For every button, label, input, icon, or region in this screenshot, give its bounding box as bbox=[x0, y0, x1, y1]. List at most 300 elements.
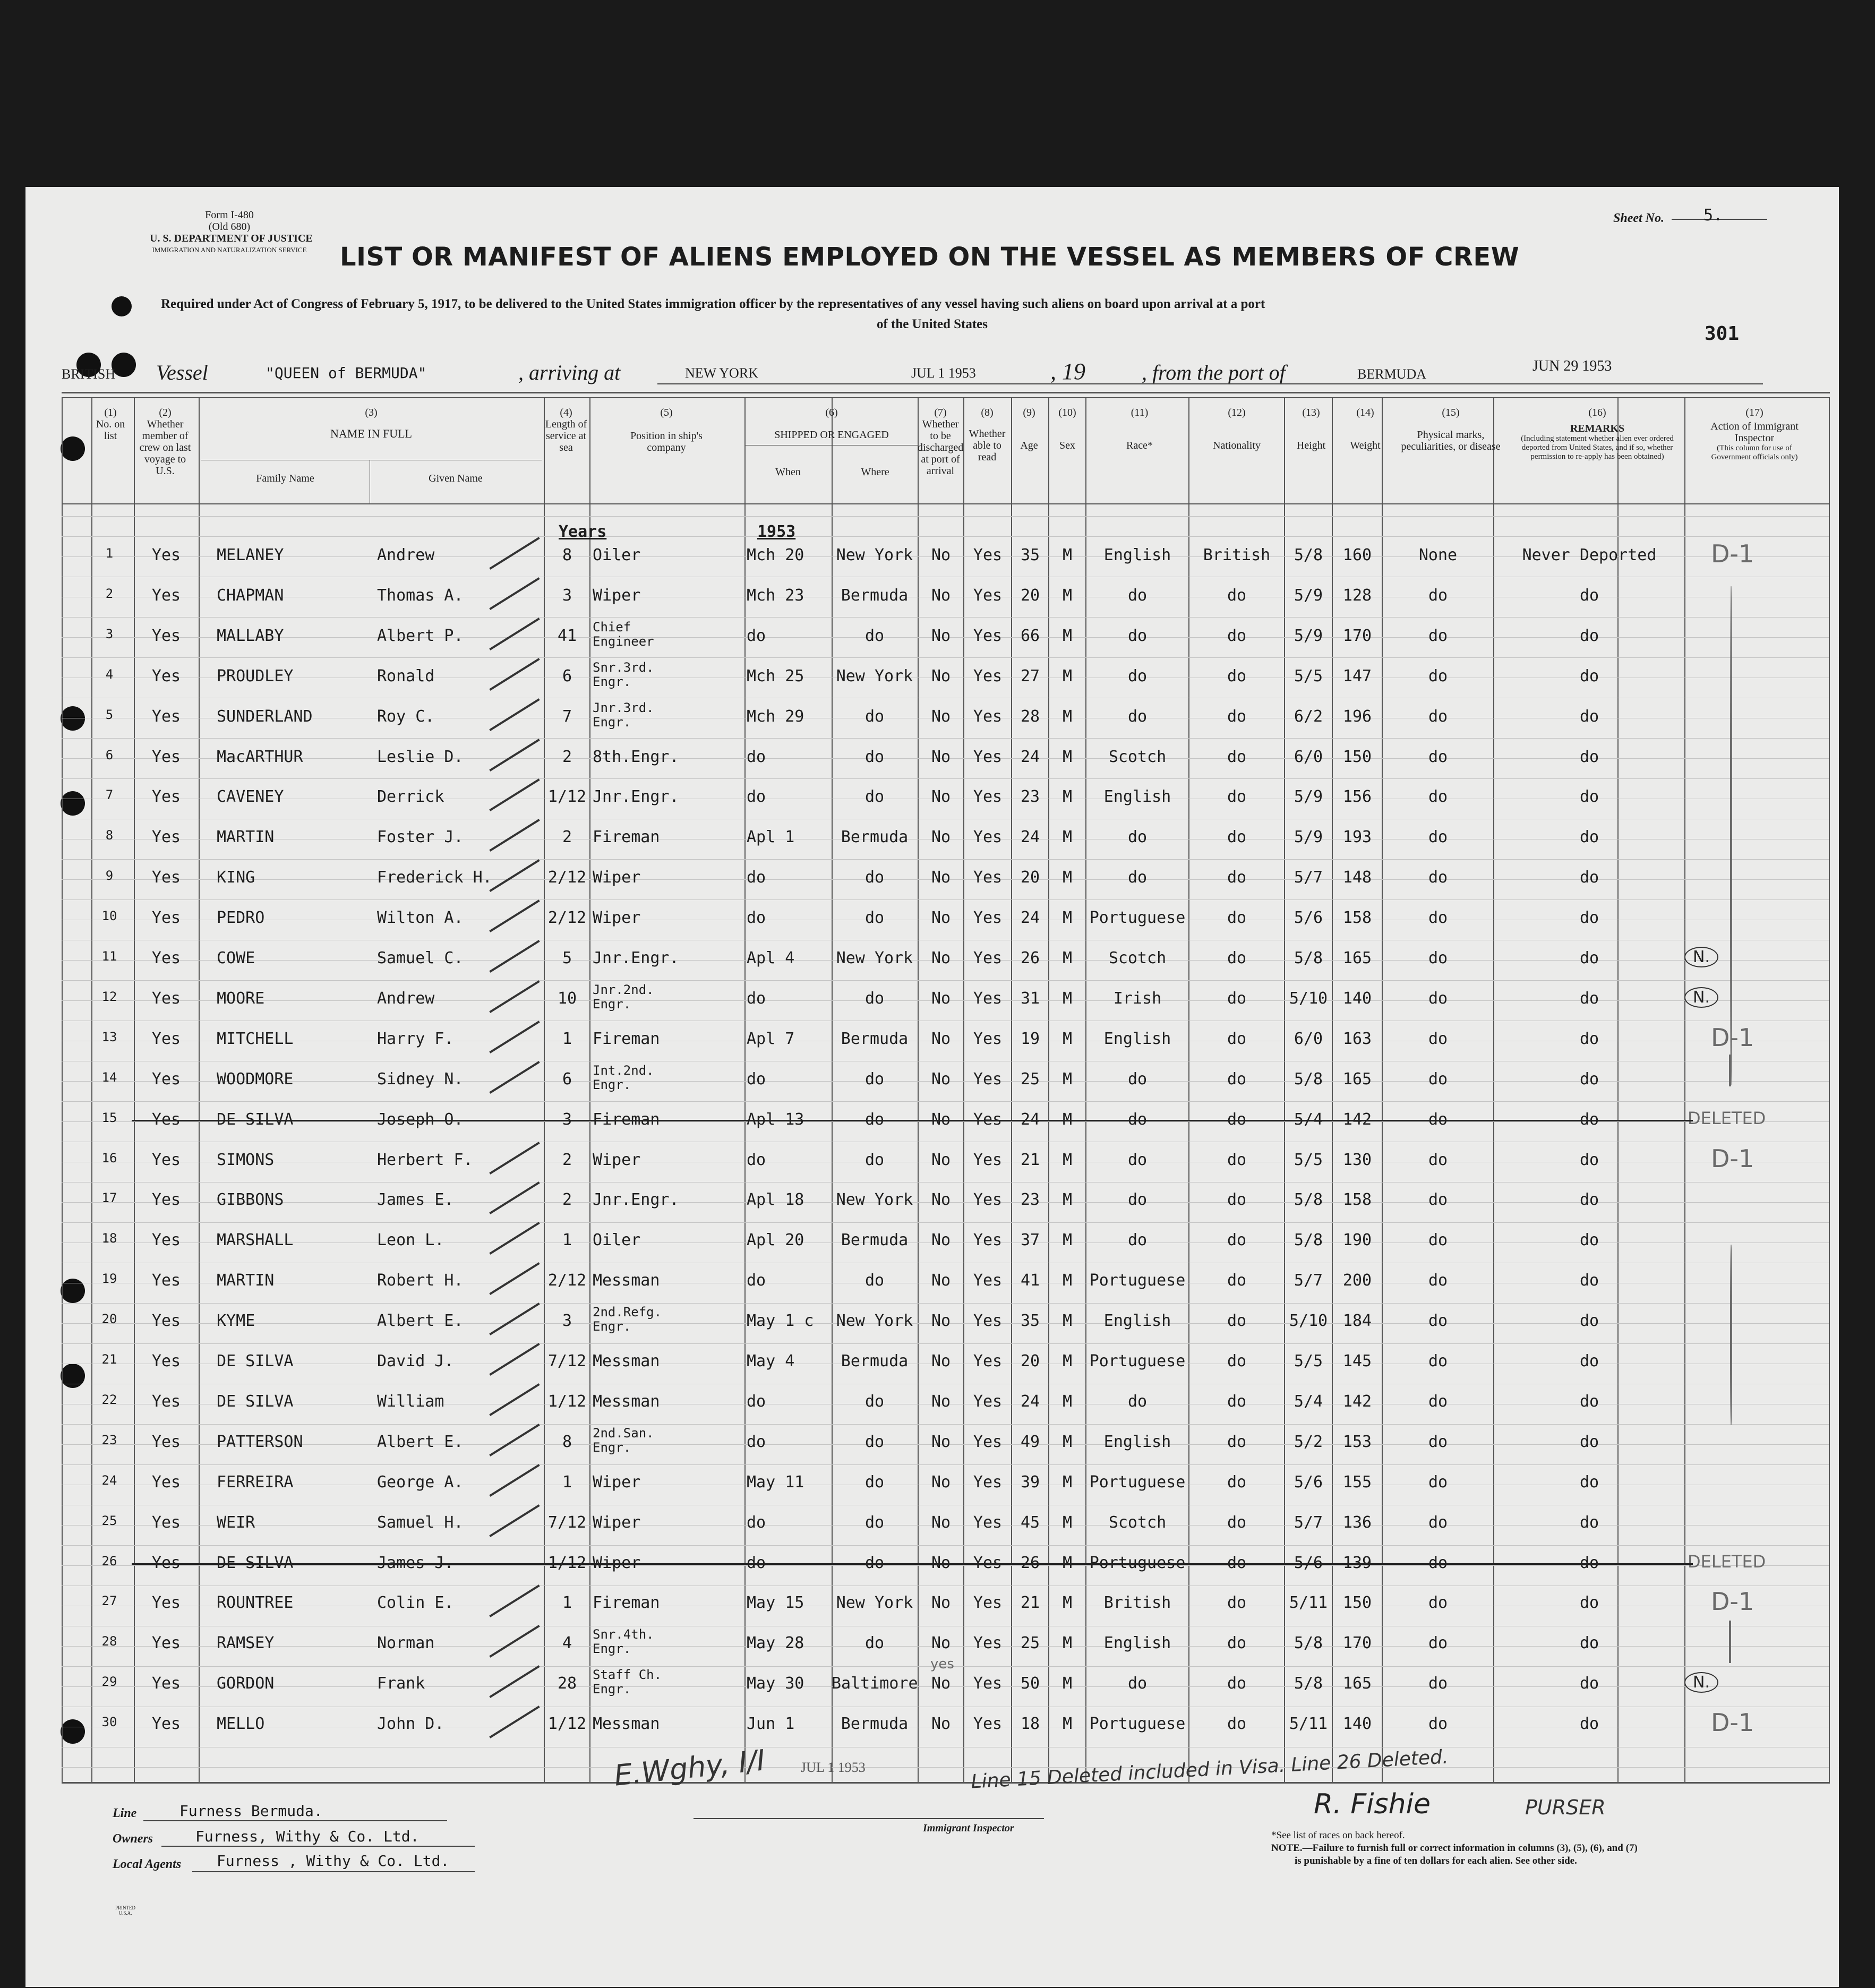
crew-remarks-cell: do bbox=[1579, 1513, 1599, 1532]
crew-service-cell: 7/12 bbox=[547, 1352, 587, 1370]
crew-when-cell: Apl 1 bbox=[747, 828, 795, 847]
crew-marks-cell: do bbox=[1428, 1472, 1448, 1492]
crew-race-cell: do bbox=[1127, 1150, 1148, 1169]
col5-label: Position in ship's company bbox=[630, 430, 703, 453]
crew-height-cell: 6/0 bbox=[1294, 747, 1323, 766]
ruled-line bbox=[62, 617, 1829, 618]
col1-num: (1) bbox=[104, 407, 117, 418]
crew-when-cell: Mch 25 bbox=[747, 666, 804, 685]
crew-read-cell: Yes bbox=[973, 1593, 1003, 1613]
crew-sex-cell: M bbox=[1062, 1513, 1073, 1532]
crew-marks-cell: do bbox=[1428, 1352, 1448, 1370]
crew-last-cell: Yes bbox=[151, 1634, 181, 1653]
crew-position-cell: Messman bbox=[593, 1352, 660, 1370]
crew-age-cell: 23 bbox=[1020, 787, 1040, 807]
table-bottom-rule bbox=[62, 1782, 1830, 1784]
crew-given-cell: Albert P. bbox=[377, 626, 464, 645]
crew-remarks-cell: do bbox=[1579, 909, 1599, 928]
crew-when-cell: May 15 bbox=[747, 1593, 804, 1613]
crew-family-cell: PROUDLEY bbox=[217, 666, 294, 685]
years-label: Years bbox=[559, 522, 607, 541]
crew-no-cell: 2 bbox=[105, 586, 114, 601]
crew-service-cell: 2/12 bbox=[547, 1271, 587, 1290]
col14-label: Weight bbox=[1350, 440, 1381, 451]
inspector-label: Immigrant Inspector bbox=[923, 1822, 1014, 1834]
crew-no-cell: 13 bbox=[101, 1029, 117, 1044]
crew-remarks-cell: do bbox=[1579, 868, 1599, 887]
crew-height-cell: 5/11 bbox=[1289, 1593, 1328, 1613]
crew-where-cell: New York bbox=[836, 1312, 913, 1331]
crew-height-cell: 5/7 bbox=[1294, 1513, 1323, 1532]
crew-where-cell: do bbox=[864, 707, 885, 726]
crew-height-cell: 5/8 bbox=[1294, 1674, 1323, 1693]
crew-service-cell: 1/12 bbox=[547, 787, 587, 807]
column-rule bbox=[1617, 397, 1619, 1782]
crew-family-cell: MOORE bbox=[217, 989, 265, 1008]
crew-family-cell: MARTIN bbox=[217, 828, 275, 847]
crew-family-cell: MELLO bbox=[217, 1715, 265, 1734]
col3-label: NAME IN FULL bbox=[330, 427, 412, 440]
crew-race-cell: do bbox=[1127, 666, 1148, 685]
crew-last-cell: Yes bbox=[151, 546, 181, 564]
crew-race-cell: do bbox=[1127, 1231, 1148, 1250]
crew-service-cell: 2 bbox=[562, 1190, 572, 1210]
crew-when-cell: Apl 13 bbox=[747, 1110, 804, 1129]
crew-when-cell: do bbox=[747, 868, 766, 887]
crew-weight-cell: 163 bbox=[1342, 1029, 1372, 1048]
crew-discharged-cell: No bbox=[931, 1674, 951, 1693]
crew-last-cell: Yes bbox=[151, 1352, 181, 1370]
column-rule bbox=[62, 397, 63, 1782]
inspector-action-mark: D-1 bbox=[1711, 539, 1754, 568]
ruled-line bbox=[62, 980, 1829, 981]
crew-discharged-cell: No bbox=[931, 1271, 951, 1290]
crew-no-cell: 6 bbox=[105, 747, 114, 762]
col3-family-header: Family Name bbox=[256, 473, 314, 484]
owners-underline bbox=[161, 1846, 475, 1847]
crew-sex-cell: M bbox=[1062, 1110, 1073, 1129]
crew-height-cell: 5/8 bbox=[1294, 1069, 1323, 1089]
crew-marks-cell: None bbox=[1418, 546, 1458, 564]
inspector-action-mark: D-1 bbox=[1711, 1708, 1754, 1737]
crew-last-cell: Yes bbox=[151, 666, 181, 685]
crew-read-cell: Yes bbox=[973, 1392, 1003, 1411]
crew-when-cell: do bbox=[747, 1553, 766, 1572]
crew-remarks-cell: do bbox=[1579, 1593, 1599, 1613]
crew-height-cell: 5/10 bbox=[1289, 1312, 1328, 1331]
crew-where-cell: Bermuda bbox=[841, 828, 909, 847]
crew-sex-cell: M bbox=[1062, 1674, 1073, 1693]
vessel-name: "QUEEN of BERMUDA" bbox=[266, 364, 427, 382]
crew-remarks-cell: do bbox=[1579, 626, 1599, 645]
crew-read-cell: Yes bbox=[973, 1190, 1003, 1210]
crew-service-cell: 2 bbox=[562, 747, 572, 766]
crew-given-cell: Thomas A. bbox=[377, 586, 464, 605]
crew-last-cell: Yes bbox=[151, 1312, 181, 1331]
crew-discharged-cell: No bbox=[931, 909, 951, 928]
crew-sex-cell: M bbox=[1062, 1553, 1073, 1572]
crew-position-cell: Wiper bbox=[593, 909, 641, 928]
ruled-line bbox=[62, 1343, 1829, 1344]
crew-given-cell: Albert E. bbox=[377, 1432, 464, 1451]
pencil-bracket bbox=[1730, 1245, 1732, 1425]
crew-nationality-cell: do bbox=[1227, 1069, 1247, 1089]
crew-marks-cell: do bbox=[1428, 1190, 1448, 1210]
crew-family-cell: RAMSEY bbox=[217, 1634, 275, 1653]
crew-sex-cell: M bbox=[1062, 546, 1073, 564]
crew-age-cell: 45 bbox=[1020, 1513, 1040, 1532]
crew-discharged-cell: No bbox=[931, 1069, 951, 1089]
crew-service-cell: 2/12 bbox=[547, 909, 587, 928]
crew-when-cell: do bbox=[747, 787, 766, 807]
col2-num: (2) bbox=[159, 407, 172, 418]
column-rule bbox=[744, 397, 746, 1782]
crew-remarks-cell: do bbox=[1579, 586, 1599, 605]
crew-family-cell: SUNDERLAND bbox=[217, 707, 313, 726]
crew-remarks-cell: do bbox=[1579, 1352, 1599, 1370]
crew-no-cell: 18 bbox=[101, 1231, 117, 1246]
crew-last-cell: Yes bbox=[151, 1029, 181, 1048]
crew-sex-cell: M bbox=[1062, 626, 1073, 645]
crew-marks-cell: do bbox=[1428, 626, 1448, 645]
inspector-action-mark: D-1 bbox=[1711, 1144, 1754, 1173]
col9-num: (9) bbox=[1023, 407, 1035, 418]
col6-label: SHIPPED OR ENGAGED bbox=[774, 429, 889, 441]
crew-read-cell: Yes bbox=[973, 1312, 1003, 1331]
crew-position-cell: Messman bbox=[593, 1271, 660, 1290]
crew-marks-cell: do bbox=[1428, 1392, 1448, 1411]
crew-family-cell: WEIR bbox=[217, 1513, 255, 1532]
inspector-action-mark: N. bbox=[1684, 1672, 1718, 1693]
crew-sex-cell: M bbox=[1062, 1392, 1073, 1411]
crew-marks-cell: do bbox=[1428, 1029, 1448, 1048]
col13-header bbox=[1285, 407, 1337, 451]
subtitle-line-2: of the United States bbox=[876, 317, 988, 331]
crew-last-cell: Yes bbox=[151, 909, 181, 928]
crew-position-cell: Wiper bbox=[593, 1472, 641, 1492]
crew-given-cell: Sidney N. bbox=[377, 1069, 464, 1089]
crew-remarks-cell: do bbox=[1579, 1472, 1599, 1492]
crew-remarks-cell: do bbox=[1579, 1231, 1599, 1250]
crew-sex-cell: M bbox=[1062, 1029, 1073, 1048]
crew-height-cell: 5/9 bbox=[1294, 828, 1323, 847]
col5-num: (5) bbox=[660, 407, 673, 418]
crew-discharged-cell: No bbox=[931, 546, 951, 564]
crew-position-cell: Messman bbox=[593, 1715, 660, 1734]
crew-where-cell: Bermuda bbox=[841, 1352, 909, 1370]
ruled-line bbox=[62, 657, 1829, 658]
crew-nationality-cell: do bbox=[1227, 626, 1247, 645]
crew-nationality-cell: do bbox=[1227, 1352, 1247, 1370]
crew-last-cell: Yes bbox=[151, 707, 181, 726]
column-rule bbox=[1284, 397, 1285, 1782]
crew-given-cell: Frank bbox=[377, 1674, 425, 1693]
crew-marks-cell: do bbox=[1428, 666, 1448, 685]
crew-given-cell: Ronald bbox=[377, 666, 435, 685]
from-port-label: , from the port of bbox=[1142, 361, 1286, 384]
crew-family-cell: CHAPMAN bbox=[217, 586, 284, 605]
crew-weight-cell: 136 bbox=[1342, 1513, 1372, 1532]
crew-discharged-cell: No bbox=[931, 828, 951, 847]
crew-read-cell: Yes bbox=[973, 586, 1003, 605]
crew-given-cell: Frederick H. bbox=[377, 868, 492, 887]
crew-where-cell: New York bbox=[836, 546, 913, 564]
col8-num: (8) bbox=[981, 407, 994, 418]
crew-service-cell: 2 bbox=[562, 1150, 572, 1169]
crew-when-cell: May 4 bbox=[747, 1352, 795, 1370]
crew-sex-cell: M bbox=[1062, 787, 1073, 807]
purser-signature: R. Fishie bbox=[1314, 1788, 1431, 1820]
pencil-bracket bbox=[1730, 586, 1732, 1085]
crew-where-cell: New York bbox=[836, 1190, 913, 1210]
crew-remarks-cell: do bbox=[1579, 787, 1599, 807]
crew-where-cell: Bermuda bbox=[841, 1231, 909, 1250]
crew-sex-cell: M bbox=[1062, 1352, 1073, 1370]
crew-weight-cell: 140 bbox=[1342, 1715, 1372, 1734]
crew-read-cell: Yes bbox=[973, 868, 1003, 887]
crew-sex-cell: M bbox=[1062, 868, 1073, 887]
crew-age-cell: 21 bbox=[1020, 1150, 1040, 1169]
form-id-block bbox=[150, 209, 313, 256]
crew-height-cell: 5/5 bbox=[1294, 666, 1323, 685]
crew-nationality-cell: British bbox=[1203, 546, 1271, 564]
crew-sex-cell: M bbox=[1062, 1472, 1073, 1492]
crew-last-cell: Yes bbox=[151, 1472, 181, 1492]
crew-family-cell: PEDRO bbox=[217, 909, 265, 928]
crew-read-cell: Yes bbox=[973, 626, 1003, 645]
crew-sex-cell: M bbox=[1062, 1432, 1073, 1451]
crew-when-cell: do bbox=[747, 909, 766, 928]
crew-sex-cell: M bbox=[1062, 989, 1073, 1008]
crew-where-cell: do bbox=[864, 1432, 885, 1451]
crew-discharged-cell: No bbox=[931, 1190, 951, 1210]
crew-given-cell: Norman bbox=[377, 1634, 435, 1653]
crew-remarks-cell: do bbox=[1579, 828, 1599, 847]
crew-position-cell: 2nd.Refg. Engr. bbox=[593, 1305, 662, 1334]
crew-remarks-cell: do bbox=[1579, 1432, 1599, 1451]
crew-read-cell: Yes bbox=[973, 1715, 1003, 1734]
crew-sex-cell: M bbox=[1062, 1150, 1073, 1169]
discharge-correction-note: yes bbox=[930, 1656, 954, 1673]
col13-label: Height bbox=[1296, 440, 1326, 451]
crew-last-cell: Yes bbox=[151, 1593, 181, 1613]
crew-when-cell: Jun 1 bbox=[747, 1715, 795, 1734]
crew-position-cell: Wiper bbox=[593, 868, 641, 887]
header-bottom-rule bbox=[62, 503, 1830, 504]
punch-hole bbox=[61, 1364, 85, 1388]
crew-no-cell: 25 bbox=[101, 1513, 117, 1528]
crew-nationality-cell: do bbox=[1227, 1150, 1247, 1169]
crew-read-cell: Yes bbox=[973, 666, 1003, 685]
crew-where-cell: New York bbox=[836, 666, 913, 685]
crew-height-cell: 5/5 bbox=[1294, 1352, 1323, 1370]
footnote-penalty: is punishable by a fine of ten dollars for each alien. See other side. bbox=[1295, 1855, 1577, 1866]
crew-height-cell: 5/8 bbox=[1294, 949, 1323, 967]
crew-last-cell: Yes bbox=[151, 1190, 181, 1210]
crew-no-cell: 10 bbox=[101, 909, 117, 924]
crew-service-cell: 2 bbox=[562, 828, 572, 847]
crew-age-cell: 20 bbox=[1020, 868, 1040, 887]
crew-race-cell: do bbox=[1127, 1190, 1148, 1210]
crew-where-cell: Bermuda bbox=[841, 1715, 909, 1734]
crew-age-cell: 18 bbox=[1020, 1715, 1040, 1734]
crew-no-cell: 11 bbox=[101, 949, 117, 964]
crew-remarks-cell: Never Deported bbox=[1522, 546, 1657, 564]
col9-header bbox=[1012, 407, 1046, 451]
crew-nationality-cell: do bbox=[1227, 1553, 1247, 1572]
crew-no-cell: 12 bbox=[101, 989, 117, 1004]
crew-age-cell: 24 bbox=[1020, 1392, 1040, 1411]
col1-label: No. on list bbox=[96, 418, 125, 442]
crew-age-cell: 66 bbox=[1020, 626, 1040, 645]
crew-race-cell: English bbox=[1103, 546, 1171, 564]
crew-given-cell: David J. bbox=[377, 1352, 454, 1370]
column-rule bbox=[134, 397, 135, 1782]
crew-last-cell: Yes bbox=[151, 1553, 181, 1572]
crew-race-cell: do bbox=[1127, 868, 1148, 887]
crew-weight-cell: 196 bbox=[1342, 707, 1372, 726]
crew-service-cell: 6 bbox=[562, 1069, 572, 1089]
table-top-rule-2 bbox=[62, 397, 1830, 398]
ruled-line bbox=[62, 1424, 1829, 1425]
crew-nationality-cell: do bbox=[1227, 1271, 1247, 1290]
crew-where-cell: do bbox=[864, 747, 885, 766]
crew-read-cell: Yes bbox=[973, 546, 1003, 564]
crew-given-cell: Samuel C. bbox=[377, 949, 464, 967]
crew-given-cell: Joseph O. bbox=[377, 1110, 464, 1129]
crew-last-cell: Yes bbox=[151, 747, 181, 766]
crew-nationality-cell: do bbox=[1227, 1513, 1247, 1532]
crew-race-cell: do bbox=[1127, 828, 1148, 847]
crew-weight-cell: 148 bbox=[1342, 868, 1372, 887]
crew-no-cell: 1 bbox=[105, 546, 114, 561]
crew-age-cell: 25 bbox=[1020, 1069, 1040, 1089]
ruled-line bbox=[62, 778, 1829, 779]
voyage-underline bbox=[657, 383, 1763, 384]
crew-remarks-cell: do bbox=[1579, 1029, 1599, 1048]
crew-race-cell: British bbox=[1103, 1593, 1171, 1613]
crew-read-cell: Yes bbox=[973, 1029, 1003, 1048]
crew-age-cell: 25 bbox=[1020, 1634, 1040, 1653]
pencil-bracket bbox=[1729, 1055, 1731, 1086]
crew-where-cell: do bbox=[864, 1069, 885, 1089]
crew-discharged-cell: No bbox=[931, 1352, 951, 1370]
crew-race-cell: English bbox=[1103, 1432, 1171, 1451]
crew-service-cell: 1/12 bbox=[547, 1553, 587, 1572]
crew-read-cell: Yes bbox=[973, 1150, 1003, 1169]
punch-hole bbox=[61, 791, 85, 816]
crew-nationality-cell: do bbox=[1227, 747, 1247, 766]
crew-marks-cell: do bbox=[1428, 1634, 1448, 1653]
crew-height-cell: 5/4 bbox=[1294, 1392, 1323, 1411]
crew-no-cell: 24 bbox=[101, 1472, 117, 1488]
year-1953-label: 1953 bbox=[757, 522, 796, 541]
crew-given-cell: Derrick bbox=[377, 787, 444, 807]
col8-header bbox=[964, 407, 1010, 463]
crew-when-cell: Mch 20 bbox=[747, 546, 804, 564]
crew-given-cell: Albert E. bbox=[377, 1312, 464, 1331]
crew-no-cell: 28 bbox=[101, 1634, 117, 1649]
crew-no-cell: 14 bbox=[101, 1069, 117, 1085]
crew-discharged-cell: No bbox=[931, 1553, 951, 1572]
crew-no-cell: 22 bbox=[101, 1392, 117, 1407]
crew-marks-cell: do bbox=[1428, 707, 1448, 726]
crew-height-cell: 6/2 bbox=[1294, 707, 1323, 726]
crew-weight-cell: 158 bbox=[1342, 909, 1372, 928]
crew-discharged-cell: No bbox=[931, 1392, 951, 1411]
crew-remarks-cell: do bbox=[1579, 666, 1599, 685]
form-service: IMMIGRATION AND NATURALIZATION SERVICE bbox=[152, 246, 307, 254]
crew-nationality-cell: do bbox=[1227, 1593, 1247, 1613]
crew-where-cell: do bbox=[864, 1150, 885, 1169]
crew-service-cell: 2/12 bbox=[547, 868, 587, 887]
crew-sex-cell: M bbox=[1062, 666, 1073, 685]
column-rule bbox=[1011, 397, 1012, 1782]
crew-where-cell: do bbox=[864, 1553, 885, 1572]
crew-nationality-cell: do bbox=[1227, 868, 1247, 887]
crew-age-cell: 24 bbox=[1020, 828, 1040, 847]
inspection-date-stamp: JUL 1 1953 bbox=[801, 1760, 866, 1775]
crew-race-cell: do bbox=[1127, 1110, 1148, 1129]
sheet-number: 5. bbox=[1703, 206, 1723, 225]
inspector-signature-line bbox=[694, 1818, 1044, 1819]
crew-position-cell: Snr.4th. Engr. bbox=[593, 1627, 654, 1657]
crew-service-cell: 28 bbox=[557, 1674, 577, 1693]
crew-weight-cell: 184 bbox=[1342, 1312, 1372, 1331]
crew-given-cell: James J. bbox=[377, 1553, 454, 1572]
crew-remarks-cell: do bbox=[1579, 989, 1599, 1008]
crew-given-cell: Samuel H. bbox=[377, 1513, 464, 1532]
line-label: Line bbox=[113, 1806, 137, 1820]
crew-nationality-cell: do bbox=[1227, 787, 1247, 807]
crew-no-cell: 26 bbox=[101, 1553, 117, 1569]
col5-header bbox=[592, 407, 741, 453]
crew-age-cell: 39 bbox=[1020, 1472, 1040, 1492]
crew-last-cell: Yes bbox=[151, 868, 181, 887]
crew-service-cell: 3 bbox=[562, 586, 572, 605]
crew-discharged-cell: No bbox=[931, 747, 951, 766]
col3-num: (3) bbox=[365, 407, 378, 418]
crew-height-cell: 5/9 bbox=[1294, 586, 1323, 605]
crew-height-cell: 5/6 bbox=[1294, 909, 1323, 928]
crew-last-cell: Yes bbox=[151, 989, 181, 1008]
col17-header bbox=[1691, 407, 1818, 462]
col16-sub: (Including statement whether alien ever ordered deported from United States, and if so, whether permission to re-apply has been obtained) bbox=[1521, 434, 1674, 461]
crew-when-cell: Apl 7 bbox=[747, 1029, 795, 1048]
crew-when-cell: Mch 29 bbox=[747, 707, 804, 726]
owners-label: Owners bbox=[113, 1832, 153, 1846]
crew-age-cell: 28 bbox=[1020, 707, 1040, 726]
crew-when-cell: do bbox=[747, 1069, 766, 1089]
crew-position-cell: Oiler bbox=[593, 1231, 641, 1250]
crew-where-cell: Baltimore bbox=[832, 1674, 918, 1693]
crew-discharged-cell: No bbox=[931, 1513, 951, 1532]
crew-age-cell: 35 bbox=[1020, 1312, 1040, 1331]
crew-marks-cell: do bbox=[1428, 787, 1448, 807]
crew-where-cell: do bbox=[864, 909, 885, 928]
printer-mark: PRINTED U.S.A. bbox=[115, 1905, 135, 1916]
purser-title: PURSER bbox=[1525, 1796, 1606, 1819]
crew-age-cell: 20 bbox=[1020, 1352, 1040, 1370]
crew-when-cell: May 1 c bbox=[747, 1312, 814, 1331]
crew-no-cell: 16 bbox=[101, 1150, 117, 1166]
crew-read-cell: Yes bbox=[973, 949, 1003, 967]
departure-date-stamp: JUN 29 1953 bbox=[1532, 358, 1612, 374]
crew-age-cell: 49 bbox=[1020, 1432, 1040, 1451]
crew-where-cell: do bbox=[864, 787, 885, 807]
col17-sub: (This column for use of Government officials only) bbox=[1711, 444, 1798, 461]
crew-position-cell: Snr.3rd. Engr. bbox=[593, 659, 654, 689]
